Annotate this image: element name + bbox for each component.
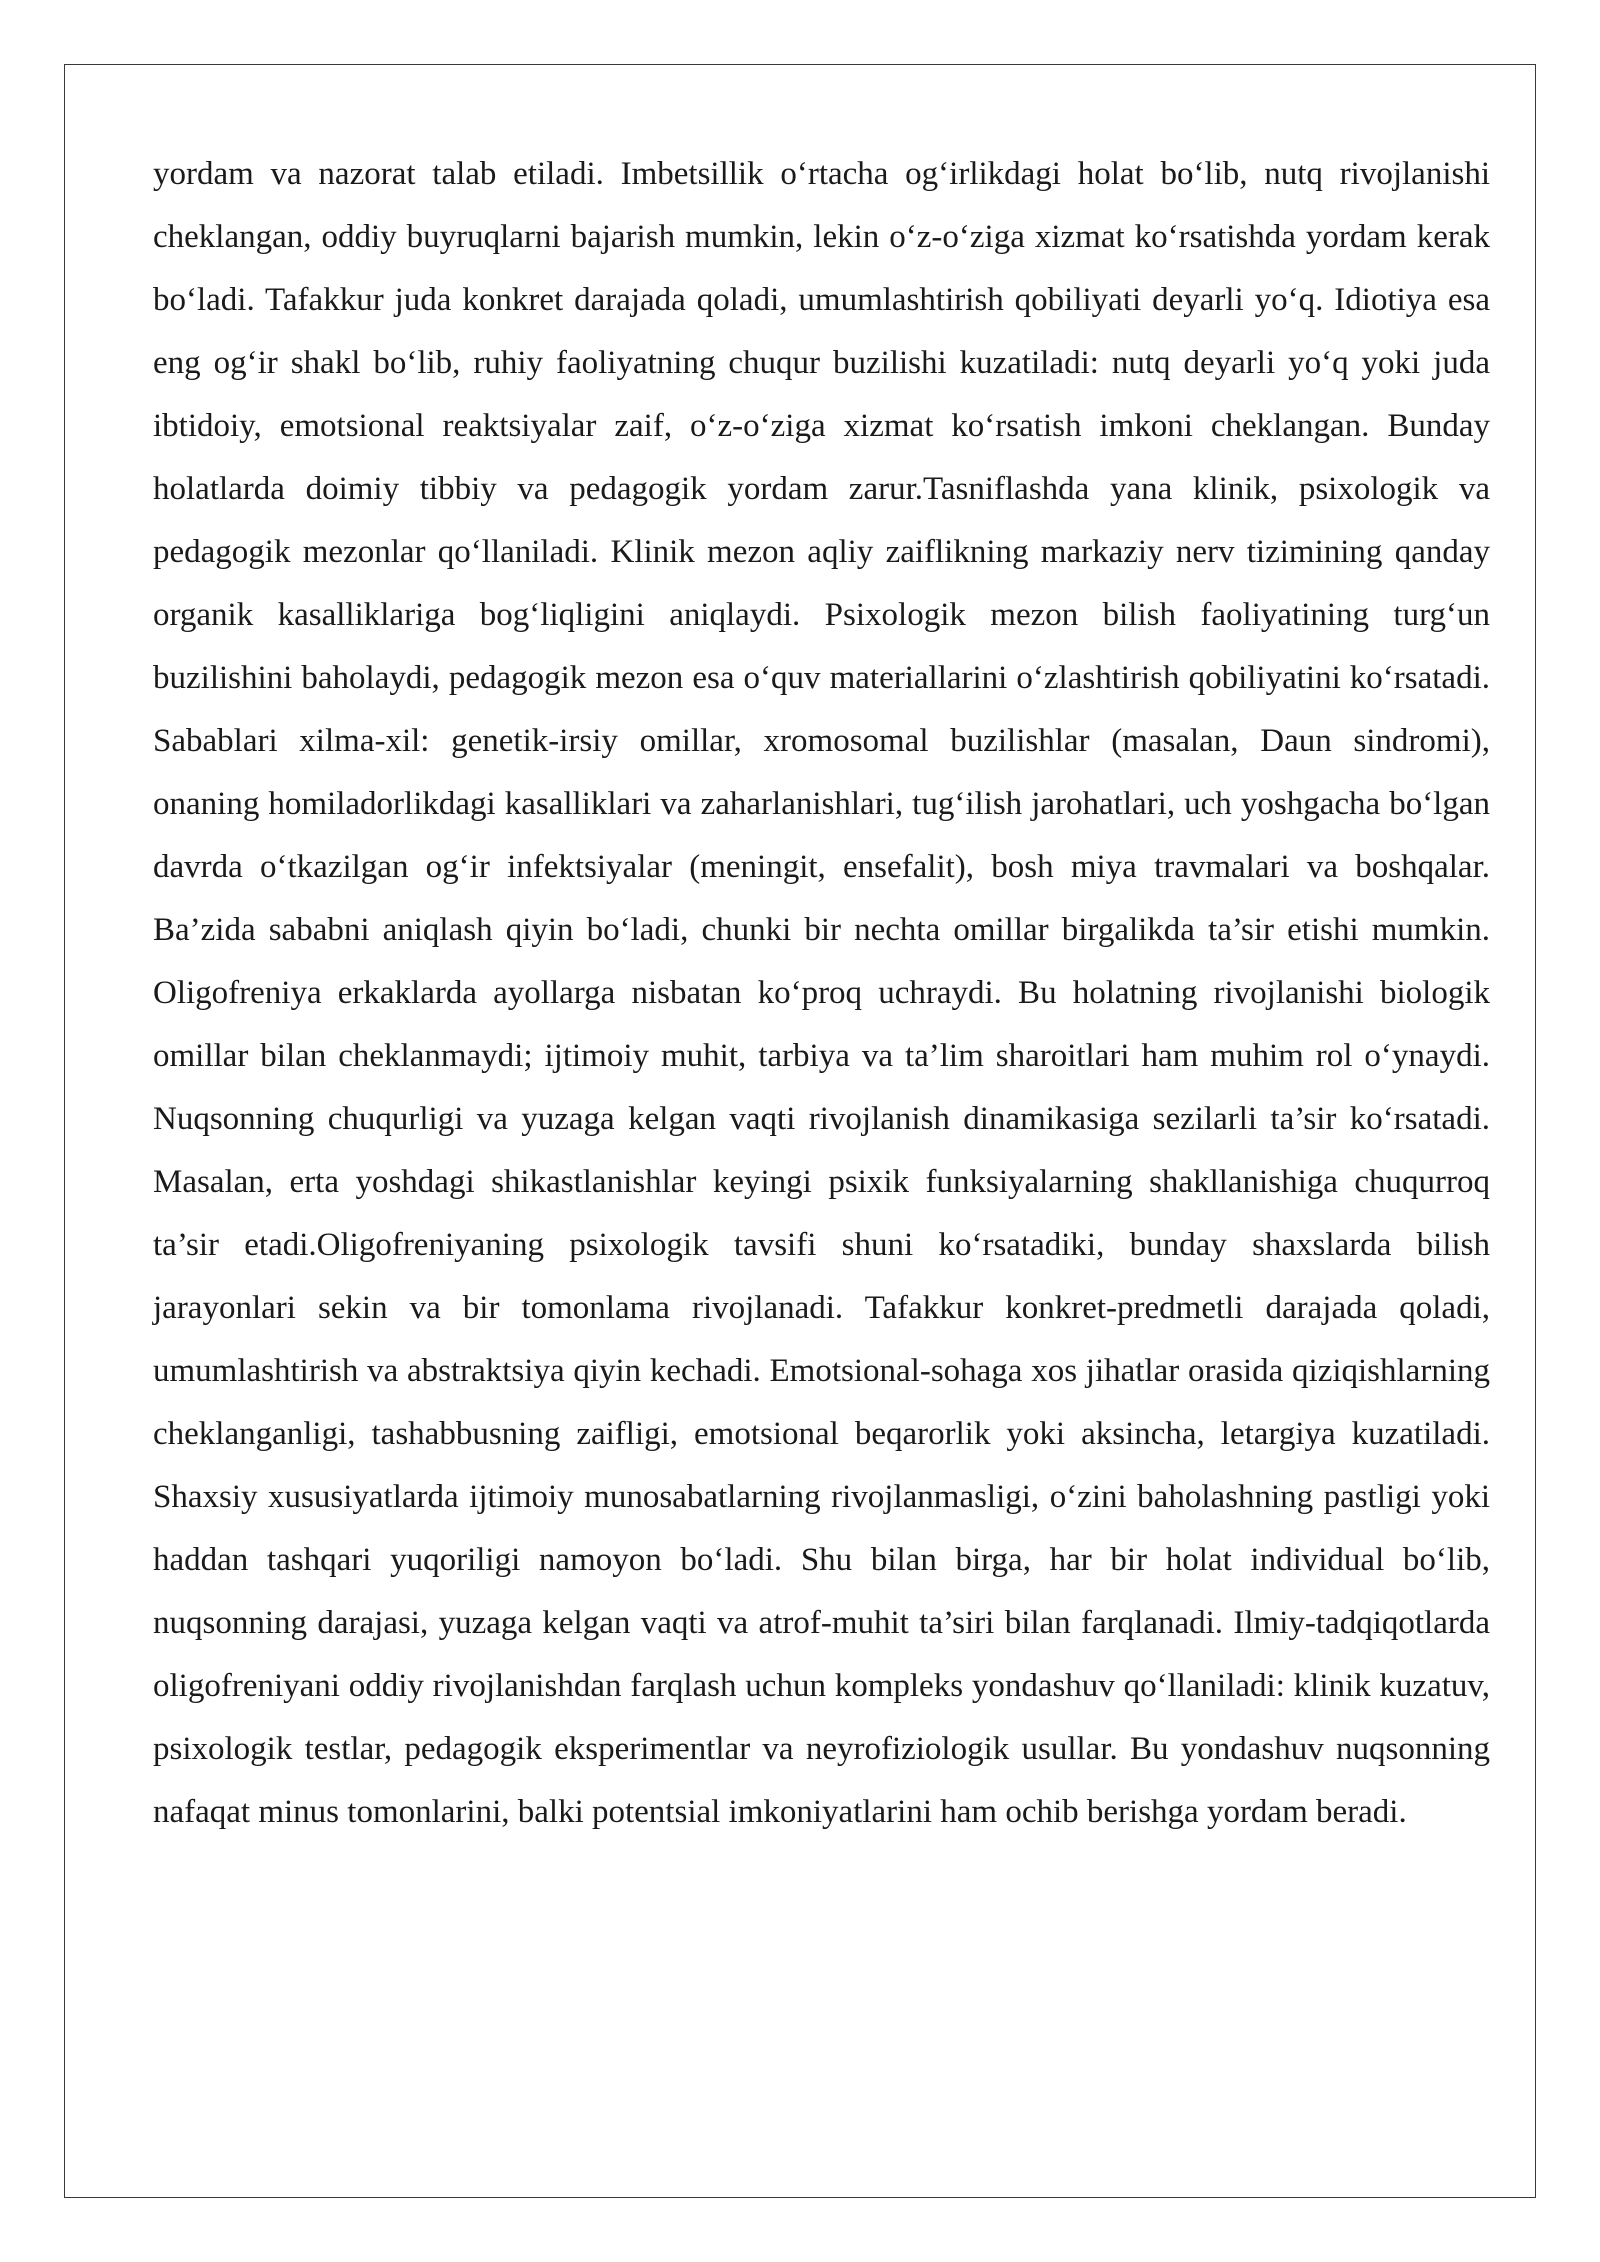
body-paragraph: yordam va nazorat talab etiladi. Imbetsillik o‘rtacha og‘irlikdagi holat bo‘lib, nutq rivojlanishi cheklangan, oddiy buyruqlarni bajarish mumkin, lekin o‘z-o‘ziga xizmat ko‘rsatishda yordam kerak bo‘ladi. Tafakkur juda konkret darajada qoladi, umumlashtirish qobiliyati deyarli yo‘q. Idiotiya esa eng og‘ir shakl bo‘lib, ruhiy faoliyatning chuqur buzilishi kuzatiladi: nutq deyarli yo‘q yoki juda ibtidoiy, emotsional reaktsiyalar zaif, o‘z-o‘ziga xizmat ko‘rsatish imkoni cheklangan. Bunday holatlarda doimiy tibbiy va pedagogik yordam zarur.Tasniflashda yana klinik, psixologik va pedagogik mezonlar qo‘llaniladi. Klinik mezon aqliy zaiflikning markaziy nerv tizimining qanday organik kasalliklariga bog‘liqligini aniqlaydi. Psixologik mezon bilish faoliyatining turg‘un buzilishini baholaydi, pedagogik mezon esa o‘quv materiallarini o‘zlashtirish qobiliyatini ko‘rsatadi. Sabablari xilma-xil: genetik-irsiy omillar, xromosomal buzilishlar (masalan, Daun sindromi), onaning homiladorlikdagi kasalliklari va zaharlanishlari, tug‘ilish jarohatlari, uch yoshgacha bo‘lgan davrda o‘tkazilgan og‘ir infektsiyalar (meningit, ensefalit), bosh miya travmalari va boshqalar. Ba’zida sababni aniqlash qiyin bo‘ladi, chunki bir nechta omillar birgalikda ta’sir etishi mumkin. Oligofreniya erkaklarda ayollarga nisbatan ko‘proq uchraydi. Bu holatning rivojlanishi biologik omillar bilan cheklanmaydi; ijtimoiy muhit, tarbiya va ta’lim sharoitlari ham muhim rol o‘ynaydi. Nuqsonning chuqurligi va yuzaga kelgan vaqti rivojlanish dinamikasiga sezilarli ta’sir ko‘rsatadi. Masalan, erta yoshdagi shikastlanishlar keyingi psixik funksiyalarning shakllanishiga chuqurroq ta’sir etadi.Oligofreniyaning psixologik tavsifi shuni ko‘rsatadiki, bunday shaxslarda bilish jarayonlari sekin va bir tomonlama rivojlanadi. Tafakkur konkret-predmetli darajada qoladi, umumlashtirish va abstraktsiya qiyin kechadi. Emotsional-sohaga xos jihatlar orasida qiziqishlarning cheklanganligi, tashabbusning zaifligi, emotsional beqarorlik yoki aksincha, letargiya kuzatiladi. Shaxsiy xususiyatlarda ijtimoiy munosabatlarning rivojlanmasligi, o‘zini baholashning pastligi yoki haddan tashqari yuqoriligi namoyon bo‘ladi. Shu bilan birga, har bir holat individual bo‘lib, nuqsonning darajasi, yuzaga kelgan vaqti va atrof-muhit ta’siri bilan farqlanadi. Ilmiy-tadqiqotlarda oligofreniyani oddiy rivojlanishdan farqlash uchun kompleks yondashuv qo‘llaniladi: klinik kuzatuv, psixologik testlar, pedagogik eksperimentlar va neyrofiziologik usullar. Bu yondashuv nuqsonning nafaqat minus tomonlarini, balki potentsial imkoniyatlarini ham ochib berishga yordam beradi. — [153, 156, 1490, 1830]
